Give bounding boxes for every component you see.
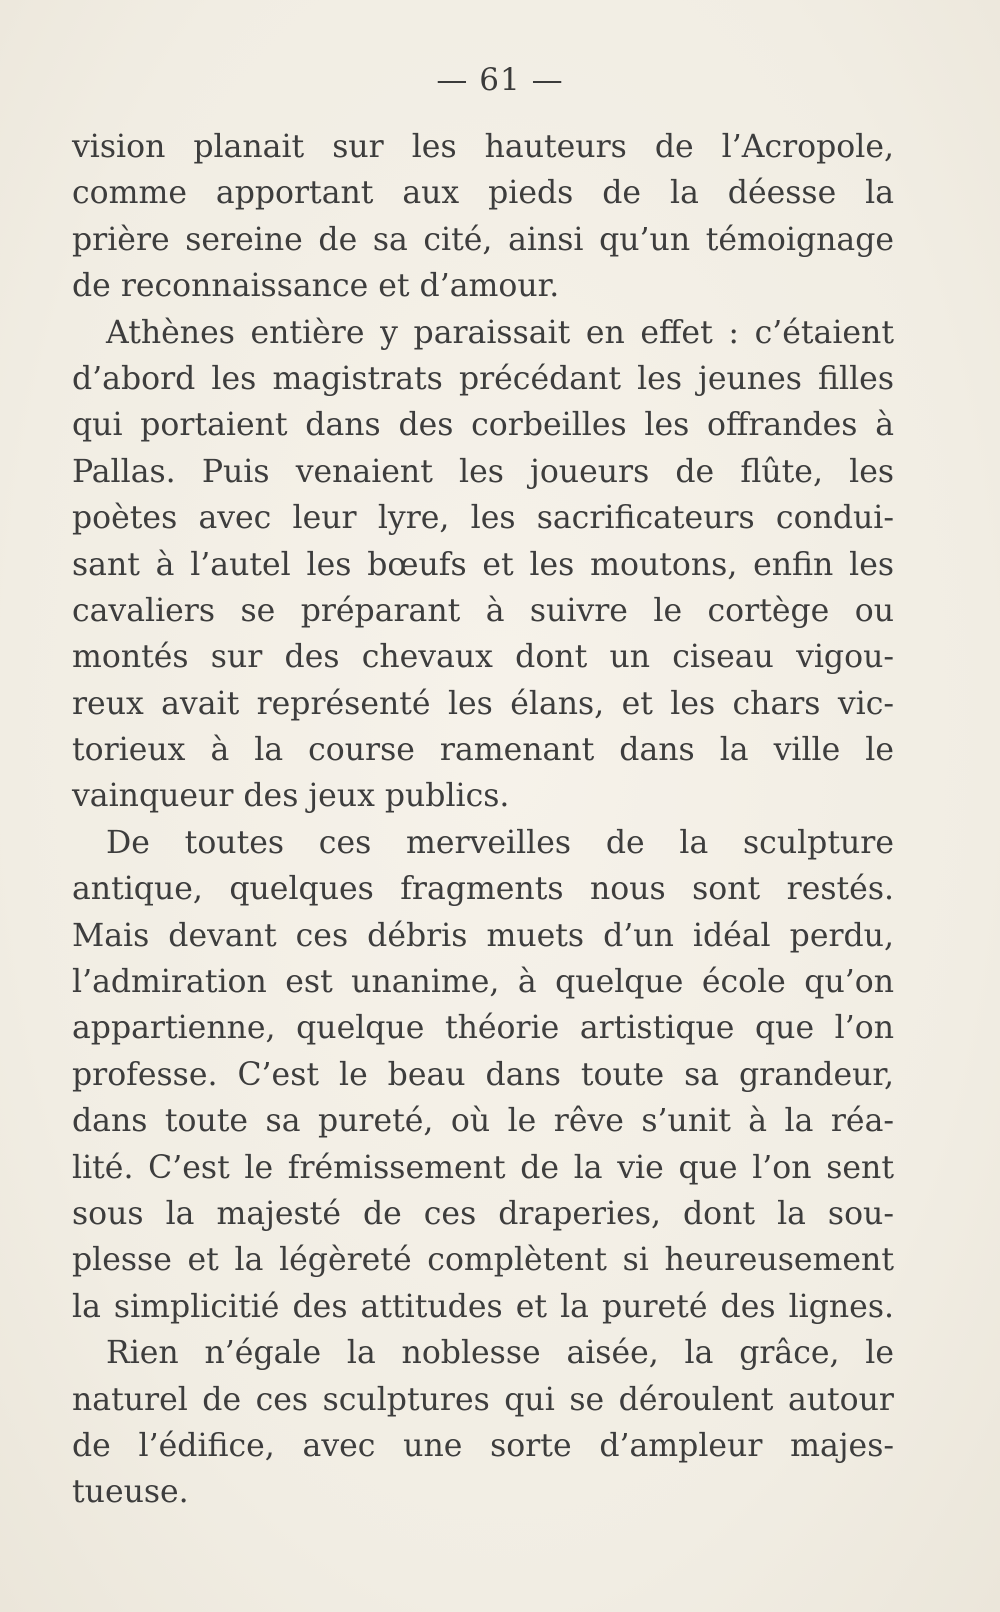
text-line: poètes avec leur lyre, les sacrificateurs condui- — [72, 500, 894, 537]
text-line: de l’édifice, avec une sorte d’ampleur majes- — [72, 1427, 894, 1464]
text-line: l’admiration est unanime, à quelque école qu’on — [72, 964, 894, 1001]
text-line: reux avait représenté les élans, et les chars vic- — [72, 685, 894, 722]
page-number: — 61 — — [436, 62, 564, 98]
text-line: qui portaient dans des corbeilles les offrandes à — [72, 407, 894, 444]
text-line: montés sur des chevaux dont un ciseau vigou- — [72, 639, 894, 676]
text-line: tueuse. — [72, 1474, 189, 1511]
text-line: Athènes entière y paraissait en effet : c’étaient — [106, 314, 894, 351]
text-line: de reconnaissance et d’amour. — [72, 268, 560, 305]
text-line: lité. C’est le frémissement de la vie que l’on sent — [72, 1149, 894, 1186]
text-line: comme apportant aux pieds de la déesse la — [72, 175, 894, 212]
text-line: antique, quelques fragments nous sont restés. — [72, 871, 894, 908]
text-line: naturel de ces sculptures qui se déroulent autour — [72, 1381, 894, 1418]
text-line: sant à l’autel les bœufs et les moutons, enfin les — [72, 546, 894, 583]
text-line: Mais devant ces débris muets d’un idéal perdu, — [72, 917, 894, 954]
text-line: d’abord les magistrats précédant les jeunes filles — [72, 360, 894, 397]
text-line: plesse et la légèreté complètent si heureusement — [72, 1242, 894, 1279]
text-line: la simplicitié des attitudes et la pureté des lignes. — [72, 1288, 894, 1325]
text-line: torieux à la course ramenant dans la ville le — [72, 732, 894, 769]
text-line: De toutes ces merveilles de la sculpture — [106, 824, 894, 861]
text-line: dans toute sa pureté, où le rêve s’unit à la réa- — [72, 1103, 894, 1140]
text-line: Rien n’égale la noblesse aisée, la grâce, le — [106, 1335, 894, 1372]
text-line: Pallas. Puis venaient les joueurs de flûte, les — [72, 453, 894, 490]
body-text — [72, 124, 894, 1516]
text-line: vainqueur des jeux publics. — [72, 778, 510, 815]
text-line: cavaliers se préparant à suivre le cortège ou — [72, 592, 894, 629]
text-line: professe. C’est le beau dans toute sa grandeur, — [72, 1056, 894, 1093]
text-line: sous la majesté de ces draperies, dont la sou- — [72, 1195, 894, 1232]
text-line: appartienne, quelque théorie artistique que l’on — [72, 1010, 894, 1047]
text-line: prière sereine de sa cité, ainsi qu’un témoignage — [72, 221, 894, 258]
text-line: vision planait sur les hauteurs de l’Acropole, — [72, 129, 894, 165]
